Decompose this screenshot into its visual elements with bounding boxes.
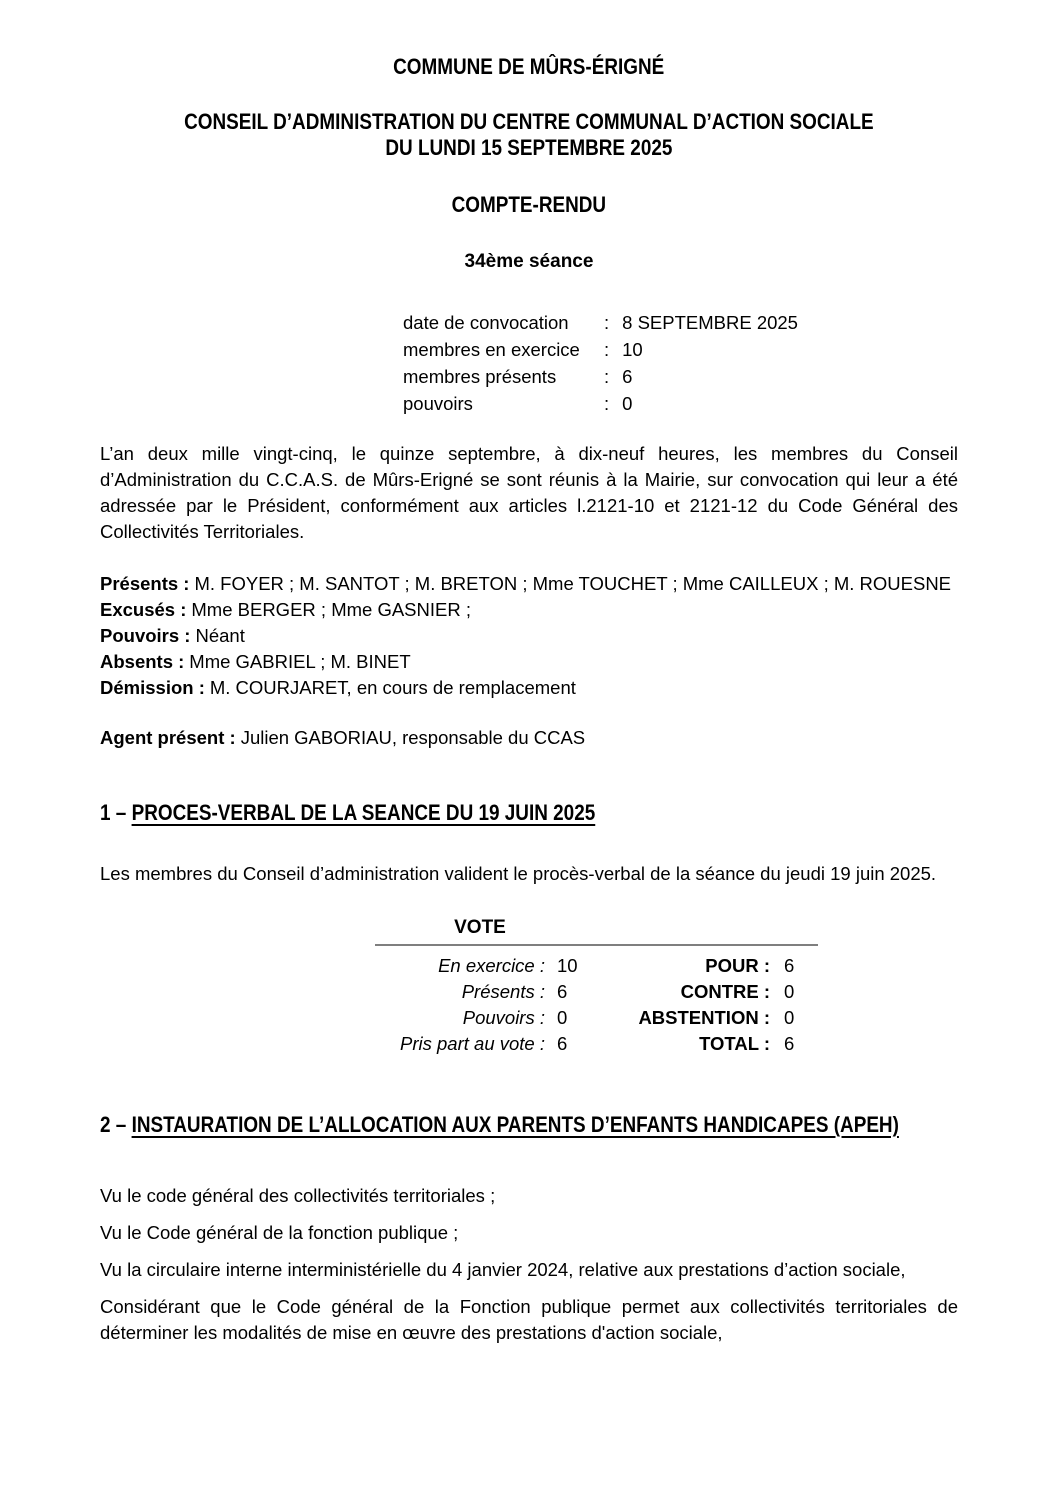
vote-label-pour: POUR : [705,955,770,976]
convocation-meta [403,309,958,417]
vote-table [375,917,818,1057]
meta-colon: : [604,393,610,414]
conseil-title-line2: DU LUNDI 15 SEPTEMBRE 2025 [385,135,673,160]
section-2-paragraph-vu-circulaire: Vu la circulaire interne interministérielle du 4 janvier 2024, relative aux prestations d’action sociale, [100,1259,906,1280]
section-1-heading-text [100,801,595,825]
meta-colon: : [604,312,610,333]
commune-title [100,54,958,80]
section-1-body: Les membres du Conseil d’administration valident le procès-verbal de la séance du jeudi 19 juin 2025. [100,863,937,884]
attendance-value: Mme GABRIEL ; M. BINET [189,651,411,672]
attendance-value: M. COURJARET, en cours de remplacement [209,677,576,698]
section-2-paragraph-vu-fonction-publique: Vu le Code général de la fonction publique ; [100,1222,459,1243]
attendance-row-demission [100,675,958,701]
section-2-body [100,1183,958,1346]
meta-row-convocation-date [403,309,958,336]
section-2-heading [100,1113,958,1137]
report-title-text: COMPTE-RENDU [451,192,607,217]
meta-label: membres présents [403,366,557,387]
attendance-value: Mme BERGER ; Mme GASNIER ; [191,599,471,620]
attendance-value: M. FOYER ; M. SANTOT ; M. BRETON ; Mme TOUCHET ; Mme CAILLEUX ; M. ROUESNE [194,573,952,594]
meta-value: 0 [622,393,633,414]
attendance-label: Pouvoirs : [100,625,191,646]
section-1-title: PROCES-VERBAL DE LA SEANCE DU 19 JUIN 2025 [131,800,596,825]
vote-value-presents: 6 [557,981,568,1002]
section-2-paragraph-considerant: Considérant que le Code général de la Fonction publique permet aux collectivités territoriales de déterminer les modalités de mise en œuvre des prestations d'action sociale, [100,1296,958,1343]
conseil-title-text [184,109,874,161]
meta-label: pouvoirs [403,393,473,414]
vote-grid [375,946,818,1057]
vote-label-pris-part: Pris part au vote : [400,1033,545,1054]
meta-value: 10 [622,339,643,360]
vote-value-total: 6 [784,1033,795,1054]
vote-value-abstention: 0 [784,1007,795,1028]
attendance-row-pouvoirs [100,623,958,649]
section-1-heading [100,801,958,825]
attendance-value: Néant [195,625,245,646]
meta-label: date de convocation [403,312,569,333]
vote-value-contre: 0 [784,981,795,1002]
vote-label-en-exercice: En exercice : [438,955,545,976]
section-2-paragraph-vu-collectivites: Vu le code général des collectivités territoriales ; [100,1185,496,1206]
attendance-label: Absents : [100,651,185,672]
vote-value-pouvoirs: 0 [557,1007,568,1028]
section-1-number: 1 – [100,800,127,825]
attendance-list [100,571,958,701]
agent-line [100,725,958,751]
section-2-number: 2 – [100,1112,127,1137]
report-title [100,192,958,218]
attendance-label: Présents : [100,573,190,594]
vote-label-presents: Présents : [461,981,545,1002]
intro-paragraph: L’an deux mille vingt-cinq, le quinze septembre, à dix-neuf heures, les membres du Conseil d’Administration du C.C.A.S. de Mûrs-Erigné se sont réunis à la Mairie, sur convocation qui leur a été adressée par le Président, conformément aux articles l.2121-10 et 2121-12 du Code Général des Collectivités Territoriales. [100,443,958,542]
vote-label-pouvoirs: Pouvoirs : [462,1007,545,1028]
vote-label-total: TOTAL : [699,1033,770,1054]
attendance-label: Excusés : [100,599,187,620]
commune-title-text: COMMUNE DE MÛRS-ÉRIGNÉ [393,54,665,79]
attendance-label: Démission : [100,677,205,698]
vote-title: VOTE [454,917,506,938]
agent-label: Agent présent : [100,727,236,748]
meta-value: 8 SEPTEMBRE 2025 [622,312,798,333]
meta-value: 6 [622,366,633,387]
vote-label-abstention: ABSTENTION : [638,1007,770,1028]
section-2-title: INSTAURATION DE L’ALLOCATION AUX PARENTS D’ENFANTS HANDICAPES (APEH) [131,1112,899,1137]
agent-value: Julien GABORIAU, responsable du CCAS [240,727,586,748]
attendance-row-excuses [100,597,958,623]
attendance-row-absents [100,649,958,675]
session-subtitle: 34ème séance [464,251,594,272]
meta-row-membres-exercice [403,336,958,363]
meta-row-pouvoirs [403,390,958,417]
attendance-row-presents [100,571,958,597]
section-2-heading-text [100,1113,899,1137]
conseil-title [100,109,958,161]
vote-value-pris-part: 6 [557,1033,568,1054]
vote-value-pour: 6 [784,955,795,976]
meta-row-membres-presents [403,363,958,390]
meta-colon: : [604,366,610,387]
vote-value-en-exercice: 10 [557,955,578,976]
conseil-title-line1: CONSEIL D’ADMINISTRATION DU CENTRE COMMUNAL D’ACTION SOCIALE [184,109,874,134]
meta-label: membres en exercice [403,339,580,360]
vote-label-contre: CONTRE : [680,981,770,1002]
meta-colon: : [604,339,610,360]
